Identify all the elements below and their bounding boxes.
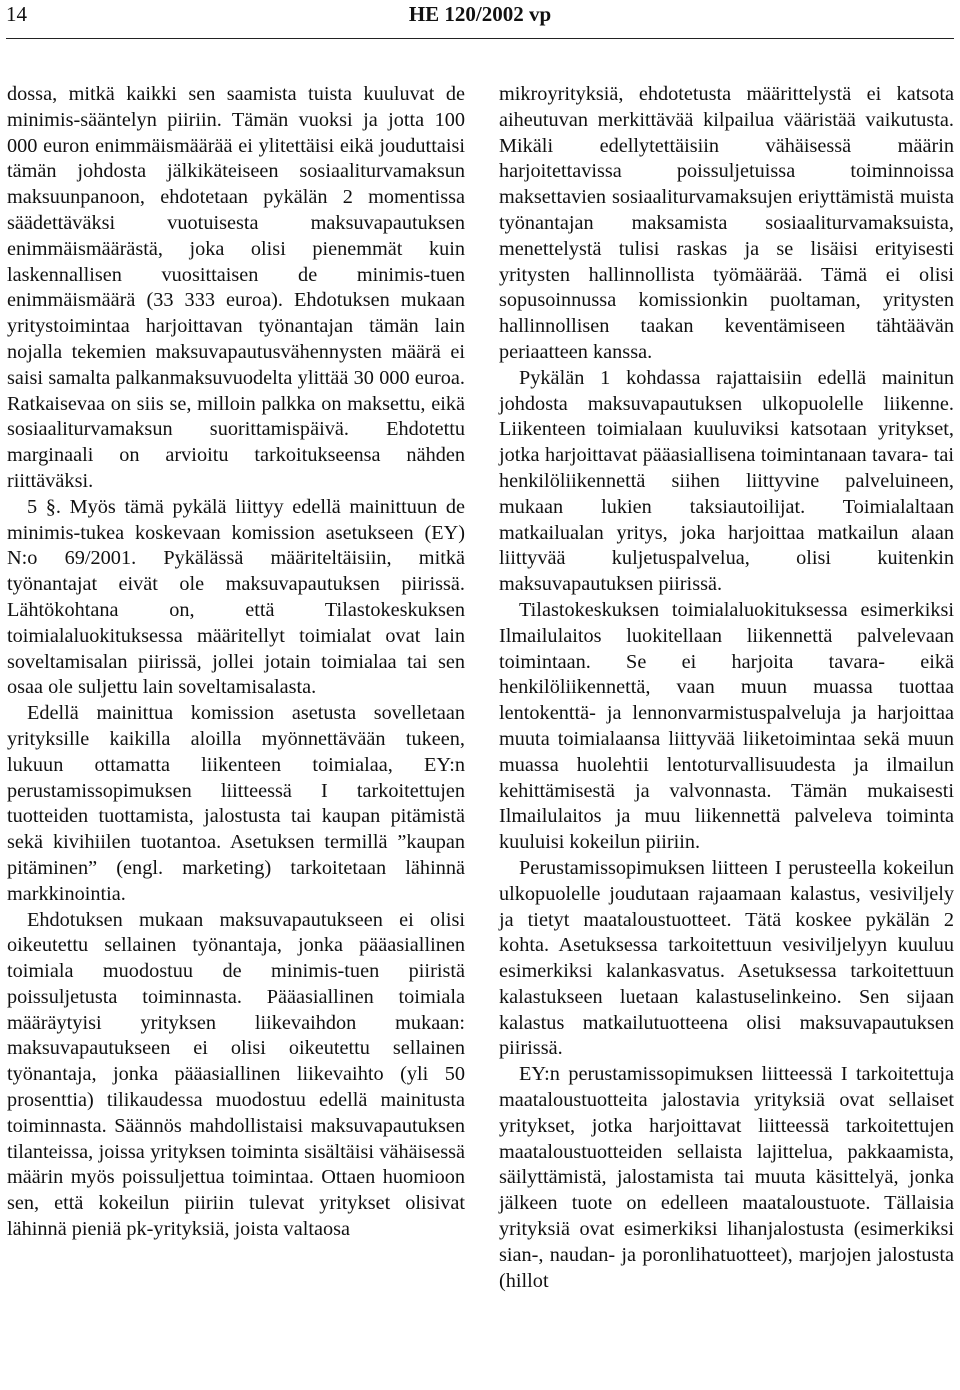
paragraph: mikroyrityksiä, ehdotetusta määrittelystä ei katsota aiheutuvan merkittävää kilpailua vääristää vaikutusta. Mikäli edellytettäisiin vähäisessä määrin harjoitettavissa poissuljetuissa toiminnoissa maksettavien sosiaaliturvamaksujen eriyttämistä muista työnantajan maksamista sosiaaliturvamaksuista, menettelystä tulisi raskas ja se lisäisi erityisesti yritysten hallinnollista työmäärää. Tämä ei olisi sopusoinnussa komissionkin puoltaman, yritysten hallinnollisen taakan keventämiseen tähtäävän periaatteen kanssa. — [499, 83, 954, 363]
paragraph: Edellä mainittua komission asetusta sovelletaan yrityksille kaikilla aloilla myönnettävään tukeen, lukuun ottamatta liikenteen toimialaa, EY:n perustamissopimuksen liitteessä I tarkoitettujen tuotteiden tuottamista, jalostusta tai kaupan pitämistä sekä kivihiilen tuotantoa. Asetuksen termillä ”kaupan pitäminen” (engl. marketing) tarkoitetaan lähinnä markkinointia. — [7, 702, 465, 905]
paragraph: EY:n perustamissopimuksen liitteessä I tarkoitettuja maataloustuotteita jalostavia yrityksiä ovat sellaiset yritykset, jotka harjoittavat liitteessä tarkoitettujen maataloustuotteiden sellaista lajittelua, pakkaamista, säilyttämistä, jalostamista tai muuta käsittelyä, jonka jälkeen tuote on edelleen maataloustuote. Tällaisia yrityksiä ovat esimerkiksi lihanjalostusta (esimerkiksi sian-, naudan- ja poronlihatuotteet), marjojen jalostusta (hillot — [499, 1063, 954, 1292]
page-number: 14 — [6, 2, 27, 26]
paragraph: Perustamissopimuksen liitteen I perusteella kokeilun ulkopuolelle joudutaan rajaamaan kalastus, vesiviljely ja tietyt maataloustuotteet. Tätä koskee pykälän 2 kohta. Asetuksessa tarkoitettuun vesiviljelyyn kuuluu esimerkiksi kalankasvatus. Asetuksessa tarkoitettuun kalastukseen luetaan kalastuselinkeino. Sen sijaan kalastus matkailutuotteena olisi maksuvapautuksen piirissä. — [499, 856, 954, 1060]
right-column — [499, 82, 954, 1294]
paragraph: dossa, mitkä kaikki sen saamista tuista kuuluvat de minimis-sääntelyn piiriin. Tämän vuoksi ja jotta 100 000 euron enimmäismäärää ei ylitettäisi eikä jouduttaisi tämän johdosta jälkikäteiseen sosiaaliturvamaksun maksuunpanoon, ehdotetaan pykälän 2 momentissa säädettäväksi vuotuisesta maksuvapautuksen enimmäismäärästä, joka olisi pienemmät kuin laskennallisen vuosittaisen de minimis-tuen enimmäismäärä (33 333 euroa). Ehdotuksen mukaan yritystoimintaa harjoittavan työnantajan tämän lain nojalla tekemien maksuvapautusvähennysten määrä ei saisi samalta palkanmaksuvuodelta ylittää 30 000 euroa. Ratkaisevaa on siis se, milloin palkka on maksettu, eikä sosiaaliturvamaksun suorittamispäivä. Ehdotettu marginaali on arvioitu tarkoitukseensa nähden riittäväksi. — [7, 83, 465, 492]
paragraph: Pykälän 1 kohdassa rajattaisiin edellä mainitun johdosta maksuvapautuksen ulkopuolelle liikenne. Liikenteen toimialaan kuuluviksi katsotaan yritykset, jotka harjoittavat pääasiallisena toimintanaan tavara- tai henkilöliikennettä siihen liittyvine palveluineen, mukaan lukien taksiautoilijat. Toimialaltaan matkailualan yritys, joka harjoittaa matkailun alaan liittyvää kuljetuspalvelua, olisi kuitenkin maksuvapautuksen piirissä. — [499, 366, 954, 596]
paragraph: Tilastokeskuksen toimialaluokituksessa esimerkiksi Ilmailulaitos luokitellaan liikennettä palvelevaan toimintaan. Se ei harjoita tavara- eikä henkilöliikennettä, vaan muun muassa tuottaa lentokenttä- ja lennonvarmistuspalveluja ja harjoittaa muuta toimialaansa liittyvää liiketoimintaa sekä muun muassa huolehtii lentoturvallisuudesta ja ilmailun kehittämisestä ja valvonnasta. Tämän mukaisesti Ilmailulaitos ja muu liikennettä palveleva toiminta kuuluisi kokeilun piiriin. — [499, 598, 954, 854]
page-header — [6, 0, 954, 30]
header-divider — [6, 38, 954, 39]
paragraph: 5 §. Myös tämä pykälä liittyy edellä mainittuun de minimis-tukea koskevaan komission asetukseen (EY) N:o 69/2001. Pykälässä määriteltäisiin, mitkä työnantajat eivät ole maksuvapautuksen piirissä. Lähtökohtana on, että Tilastokeskuksen toimialaluokituksessa määritellyt toimialat ovat lain soveltamisalan piirissä, jollei jotain toimialaa tai sen osaa ole suljettu lain soveltamisalasta. — [7, 495, 465, 699]
document-id: HE 120/2002 vp — [408, 2, 552, 26]
paragraph: Ehdotuksen mukaan maksuvapautukseen ei olisi oikeutettu sellainen työnantaja, jonka pääasiallinen toimiala muodostuu de minimis-tuen piiristä poissuljetusta toiminnasta. Pääasiallinen toimiala määräytyisi yrityksen liikevaihdon mukaan: maksuvapautukseen ei olisi oikeutettu sellainen työnantaja, jonka pääasiallinen liikevaihto (yli 50 prosenttia) tilikaudessa muodostuu edellä mainitusta toiminnasta. Säännös mahdollistaisi maksuvapautuksen tilanteissa, joissa yrityksen toiminta sisältäisi vähäisessä määrin myös poissuljettua toimintaa. Ottaen huomioon sen, että kokeilun piiriin tulevat yritykset olisivat lähinnä pieniä pk-yrityksiä, joista valtaosa — [7, 908, 465, 1241]
left-column — [7, 82, 465, 1243]
